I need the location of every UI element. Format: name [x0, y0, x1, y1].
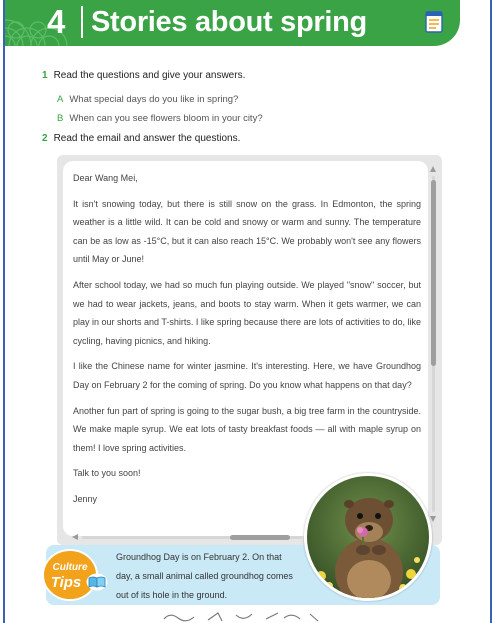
header-divider: [81, 6, 83, 38]
culture-tips-badge: [40, 547, 112, 603]
task-2-number: 2: [42, 133, 48, 144]
badge-line-1: Culture: [52, 562, 88, 573]
question-b: [57, 113, 263, 124]
vertical-scroll-thumb[interactable]: [431, 180, 436, 366]
task-2: [42, 133, 240, 144]
question-a-text: What special days do you like in spring?: [69, 94, 239, 105]
horizontal-scroll-thumb[interactable]: [230, 535, 290, 540]
email-paragraph-1: It isn't snowing today, but there is still snow on the grass. In Edmonton, the spring weather is a little wild. It can be cold and snowy or warm and sunny. The temperature can be as low as -15°C, but it can also reach 15°C. We probably won't see any flowers until May or June!: [73, 198, 421, 265]
unit-header: [5, 0, 460, 46]
email-greeting: Dear Wang Mei,: [73, 173, 138, 183]
email-body: [73, 169, 421, 516]
unit-title: Stories about spring: [91, 6, 367, 38]
task-1-number: 1: [42, 70, 48, 81]
question-b-text: When can you see flowers bloom in your city?: [69, 113, 263, 124]
groundhog-illustration: [307, 476, 429, 598]
question-a-letter: A: [57, 94, 64, 105]
email-paragraph-2: After school today, we had so much fun playing outside. We played "snow" soccer, but we had to wear jackets, jeans, and boots to stay warm. When it gets warmer, we can play in our shorts and T-shirts. I like spring because there are lots of activities to do, like cycling, having picnics, and hiking.: [73, 279, 422, 346]
question-b-letter: B: [57, 113, 64, 124]
scroll-up-arrow-icon[interactable]: [430, 166, 436, 172]
handwritten-scribble: [160, 610, 340, 623]
task-1-instruction: Read the questions and give your answers.: [53, 70, 246, 81]
culture-tips-text: Groundhog Day is on February 2. On that day, a small animal called groundhog comes out of its hole in the ground.: [116, 552, 293, 600]
scroll-down-arrow-icon[interactable]: [430, 516, 436, 522]
book-icon: [86, 573, 108, 591]
scroll-left-arrow-icon[interactable]: [72, 534, 78, 540]
notebook-icon[interactable]: [425, 11, 445, 33]
task-1: [42, 70, 245, 81]
unit-number: 4: [47, 3, 66, 40]
email-paragraph-3: I like the Chinese name for winter jasmine. It's interesting. Here, we have Groundhog Day on February 2 for the coming of spring. Do you know what happens on that day?: [73, 361, 421, 390]
vertical-scrollbar[interactable]: [430, 166, 437, 522]
email-paragraph-4: Another fun part of spring is going to the sugar bush, a big tree farm in the countryside. We make maple syrup. We eat lots of tasty breakfast foods — all with maple syrup on them! I love spring activities.: [73, 405, 421, 453]
groundhog-photo: [304, 473, 432, 601]
email-signature: Jenny: [73, 493, 98, 504]
horizontal-scrollbar[interactable]: [72, 534, 302, 541]
badge-line-2: Tips: [50, 574, 82, 591]
task-2-instruction: Read the email and answer the questions.: [53, 133, 241, 144]
question-a: [57, 94, 238, 105]
email-closing: Talk to you soon!: [73, 468, 141, 479]
